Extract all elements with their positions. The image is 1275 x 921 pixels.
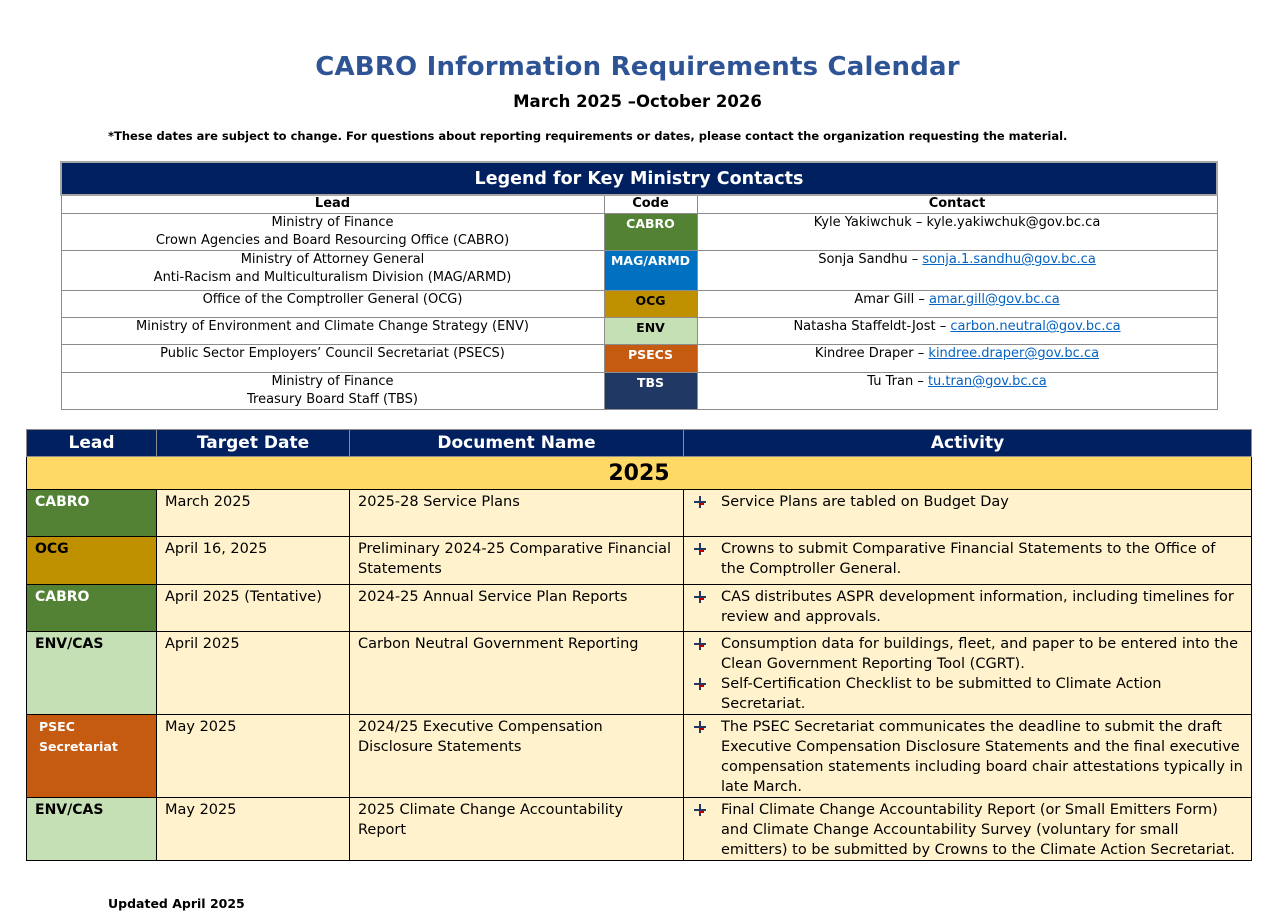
calendar-col-document-name: Document Name <box>350 430 684 457</box>
updated-note: Updated April 2025 <box>108 896 245 911</box>
contact-email-link[interactable]: carbon.neutral@gov.bc.ca <box>950 319 1121 334</box>
contact-name: Sonja Sandhu – <box>818 252 923 267</box>
legend-lead <box>61 345 604 373</box>
activity-list <box>692 634 1243 714</box>
activity-list <box>692 587 1243 627</box>
contact-name: Kindree Draper – <box>814 346 929 361</box>
calendar-row <box>27 632 1252 715</box>
calendar-col-lead: Lead <box>27 430 157 457</box>
activity-item <box>692 539 1243 579</box>
legend-code-badge: MAG/ARMD <box>604 251 697 291</box>
activity-item <box>692 717 1243 797</box>
activity-text: CAS distributes ASPR development information, including timelines for review and approvals. <box>721 589 1234 625</box>
legend-code-badge: PSECS <box>604 345 697 373</box>
contact-name: Tu Tran – <box>867 374 928 389</box>
cross-bullet-icon <box>694 804 706 816</box>
contact-name: Kyle Yakiwchuk – kyle.yakiwchuk@gov.bc.ca <box>813 215 1101 230</box>
target-date: May 2025 <box>157 798 350 861</box>
contact-email-link[interactable]: amar.gill@gov.bc.ca <box>929 292 1060 307</box>
legend-lead-line: Ministry of Finance <box>271 374 394 389</box>
legend-row <box>61 291 1217 318</box>
target-date: April 16, 2025 <box>157 537 350 585</box>
legend-lead <box>61 214 604 251</box>
legend-contact <box>697 251 1217 291</box>
legend-lead-line: Ministry of Attorney General <box>240 252 425 267</box>
legend-title: Legend for Key Ministry Contacts <box>61 162 1217 195</box>
document-name: 2024/25 Executive Compensation Disclosure Statements <box>350 715 684 798</box>
calendar-table <box>26 429 1252 861</box>
legend-lead <box>61 373 604 410</box>
document-name: 2025 Climate Change Accountability Report <box>350 798 684 861</box>
activity-item <box>692 492 1243 512</box>
legend-lead-line: Ministry of Environment and Climate Change Strategy (ENV) <box>136 319 529 334</box>
legend-col-code: Code <box>604 195 697 214</box>
year-heading: 2025 <box>27 457 1252 490</box>
cross-bullet-icon <box>694 543 706 555</box>
cross-bullet-icon <box>694 591 706 603</box>
legend-table <box>60 161 1218 410</box>
legend-contact <box>697 373 1217 410</box>
contact-email-link[interactable]: sonja.1.sandhu@gov.bc.ca <box>922 252 1096 267</box>
legend-lead-line: Public Sector Employers’ Council Secretariat (PSECS) <box>160 346 505 361</box>
activity-list <box>692 492 1243 512</box>
legend-lead <box>61 251 604 291</box>
activity-text: Final Climate Change Accountability Report (or Small Emitters Form) and Climate Change Accountability Survey (voluntary for small emitters) to be submitted by Crowns to the Climate Action Secretariat. <box>721 802 1235 858</box>
lead-badge: ENV/CAS <box>27 798 157 861</box>
activity-text: Self-Certification Checklist to be submitted to Climate Action Secretariat. <box>721 676 1162 712</box>
legend-contact <box>697 291 1217 318</box>
calendar-col-activity: Activity <box>684 430 1252 457</box>
lead-badge: CABRO <box>27 490 157 537</box>
contact-name: Amar Gill – <box>854 292 930 307</box>
document-name: 2024-25 Annual Service Plan Reports <box>350 585 684 632</box>
legend-code-badge: TBS <box>604 373 697 410</box>
lead-badge: PSEC Secretariat <box>27 715 157 798</box>
target-date: March 2025 <box>157 490 350 537</box>
calendar-col-target-date: Target Date <box>157 430 350 457</box>
calendar-row <box>27 715 1252 798</box>
legend-row <box>61 214 1217 251</box>
activity-cell <box>684 715 1252 798</box>
legend-col-contact: Contact <box>697 195 1217 214</box>
contact-email-link[interactable]: kindree.draper@gov.bc.ca <box>928 346 1100 361</box>
legend-contact <box>697 345 1217 373</box>
contact-name: Natasha Staffeldt-Jost – <box>793 319 951 334</box>
contact-email-link[interactable]: tu.tran@gov.bc.ca <box>927 374 1047 389</box>
legend-lead-line: Anti-Racism and Multiculturalism Division (MAG/ARMD) <box>153 270 512 285</box>
document-name: Carbon Neutral Government Reporting <box>350 632 684 715</box>
lead-badge: CABRO <box>27 585 157 632</box>
legend-code-badge: ENV <box>604 318 697 345</box>
legend-contact <box>697 214 1217 251</box>
target-date: May 2025 <box>157 715 350 798</box>
legend-code-badge: CABRO <box>604 214 697 251</box>
legend-lead-line: Office of the Comptroller General (OCG) <box>202 292 463 307</box>
activity-text: Service Plans are tabled on Budget Day <box>721 494 1009 510</box>
activity-text: The PSEC Secretariat communicates the deadline to submit the draft Executive Compensation Disclosure Statements and the final executive compensation statements including board chair attestations typically in late March. <box>721 719 1243 795</box>
legend-row <box>61 373 1217 410</box>
calendar-row <box>27 537 1252 585</box>
legend-contact <box>697 318 1217 345</box>
lead-badge: ENV/CAS <box>27 632 157 715</box>
legend-col-lead: Lead <box>61 195 604 214</box>
cross-bullet-icon <box>694 678 706 690</box>
legend-lead <box>61 318 604 345</box>
activity-cell <box>684 798 1252 861</box>
calendar-row <box>27 585 1252 632</box>
activity-text: Crowns to submit Comparative Financial Statements to the Office of the Comptroller General. <box>721 541 1216 577</box>
activity-item <box>692 634 1243 674</box>
activity-text: Consumption data for buildings, fleet, and paper to be entered into the Clean Government Reporting Tool (CGRT). <box>721 636 1239 672</box>
activity-list <box>692 800 1243 860</box>
lead-badge: OCG <box>27 537 157 585</box>
activity-list <box>692 717 1243 797</box>
cross-bullet-icon <box>694 638 706 650</box>
cross-bullet-icon <box>694 721 706 733</box>
legend-lead-line: Treasury Board Staff (TBS) <box>246 392 418 407</box>
disclaimer-note: *These dates are subject to change. For questions about reporting requirements or dates, please contact the organization requesting the material. <box>108 129 1068 143</box>
calendar-row <box>27 798 1252 861</box>
activity-list <box>692 539 1243 579</box>
legend-row <box>61 318 1217 345</box>
legend-row <box>61 345 1217 373</box>
date-range-subtitle: March 2025 –October 2026 <box>513 92 762 111</box>
document-name: Preliminary 2024-25 Comparative Financial Statements <box>350 537 684 585</box>
legend-lead-line: Ministry of Finance <box>271 215 394 230</box>
activity-cell <box>684 490 1252 537</box>
calendar-row <box>27 490 1252 537</box>
activity-item <box>692 674 1243 714</box>
legend-code-badge: OCG <box>604 291 697 318</box>
document-name: 2025-28 Service Plans <box>350 490 684 537</box>
activity-item <box>692 800 1243 860</box>
target-date: April 2025 <box>157 632 350 715</box>
target-date: April 2025 (Tentative) <box>157 585 350 632</box>
page-title: CABRO Information Requirements Calendar <box>315 52 960 82</box>
cross-bullet-icon <box>694 496 706 508</box>
activity-cell <box>684 632 1252 715</box>
legend-lead-line: Crown Agencies and Board Resourcing Office (CABRO) <box>155 233 510 248</box>
legend-row <box>61 251 1217 291</box>
legend-lead <box>61 291 604 318</box>
activity-cell <box>684 585 1252 632</box>
activity-cell <box>684 537 1252 585</box>
activity-item <box>692 587 1243 627</box>
